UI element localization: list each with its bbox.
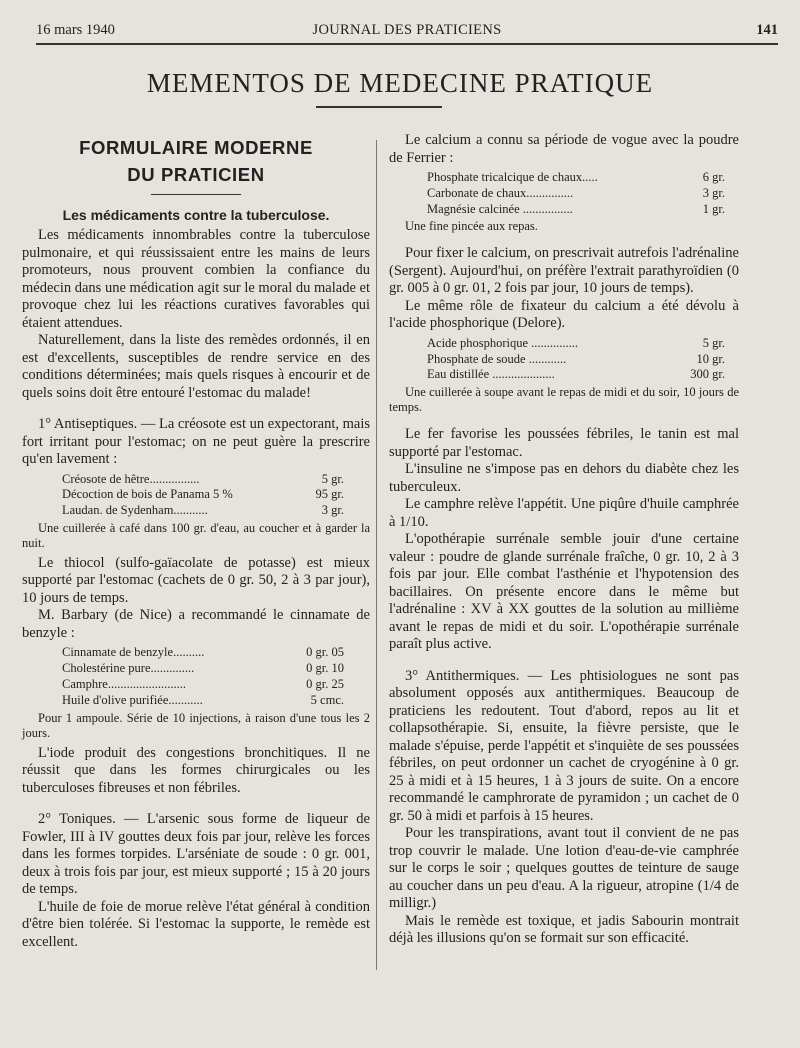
paragraph-insuline: L'insuline ne s'impose pas en dehors du diabète chez les tuberculeux. (389, 461, 739, 495)
paragraph-toniques: 2° Toniques. — L'arsenic sous forme de liqueur de Fowler, III à IV gouttes deux fois par jour, relève les forces dans les formes torpides. L'arséniate de soude : 0 gr. 001, deux à trois fois par jour, est mieux supporté ; 15 à 20 jours de temps. (22, 811, 370, 898)
page-title: MEMENTOS DE MEDECINE PRATIQUE (146, 68, 654, 98)
prescription-note: Pour 1 ampoule. Série de 10 injections, à raison d'une tous les 2 jours. (22, 710, 370, 740)
prescription-row: Cholestérine pure.............. 0 gr. 10 (62, 661, 344, 676)
paragraph-camphre: Le camphre relève l'appétit. Une piqûre d'huile camphrée à 1/10. (389, 496, 739, 530)
title-rule (316, 106, 442, 108)
prescription-row: Eau distillée .................... 300 gr. (427, 367, 725, 382)
right-column (389, 132, 739, 948)
paragraph-intro-1: Les médicaments innombrables contre la tuberculose pulmonaire, et qui réussissaient entre les mains de leurs promoteurs, nous prouvent combien la confiance du médecin dans une médication agit sur le moral du malade et provoque chez lui les réactions curatives favorables qui étaient attendues. (22, 227, 370, 331)
prescription-row: Carbonate de chaux............... 3 gr. (427, 185, 725, 200)
prescription-creosote (22, 472, 370, 519)
paragraph-antithermiques: 3° Antithermiques. — Les phtisiologues ne sont pas absolument opposés aux antithermiques. Beaucoup de praticiens les redoutent. Tout d'abord, repos au lit et collapsothérapie. Si, ensuite, la fièvre persiste, que le malade s'épuise, perde l'appétit et s'inquiète de ses poussées fébriles, on peut ordonner un cachet de cryogénine à 0 gr. 25 à midi et à 15 heures, 1 à 3 jours de suite. On a encore recommandé le camphrorate de pyramidon ; un cachet de 0 gr. 50 à midi et parfois à 15 heures. (389, 667, 739, 824)
prescription-note: Une cuillerée à café dans 100 gr. d'eau, au coucher et à garder la nuit. (22, 520, 370, 550)
prescription-row: Huile d'olive purifiée........... 5 cmc. (62, 692, 344, 707)
paragraph-opotherapie: L'opothérapie surrénale semble jouir d'une certaine valeur : poudre de glande surrénale fraîche, 0 gr. 10, 2 à 3 fois par jour. Elle combat l'asthénie et l'hypotension des bacillaires. On présente encore dans le même but l'adrénaline : XV à XX gouttes de la solution au millième avant le repas de midi et du soir. L'opothérapie surrénale paraît plus active. (389, 531, 739, 653)
section-title-line-1: FORMULAIRE MODERNE (79, 137, 313, 158)
journal-name: JOURNAL DES PRATICIENS (312, 22, 502, 38)
prescription-row: Camphre......................... 0 gr. 25 (62, 676, 344, 691)
paragraph-meme-role: Le même rôle de fixateur du calcium a été dévolu à l'acide phosphorique (Delore). (389, 297, 739, 332)
prescription-row: Laudan. de Sydenham........... 3 gr. (62, 503, 344, 518)
paragraph-transpirations: Pour les transpirations, avant tout il convient de ne pas trop couvrir le malade. Une lotion d'eau-de-vie camphrée sur le corps le soir ; quelques gouttes de teinture de sauge au coucher dans un peu d'eau. A la rigueur, atropine (1/4 de milligr.) (389, 825, 739, 912)
paragraph-thiocol: Le thiocol (sulfo-gaïacolate de potasse) est mieux supporté par l'estomac (cachets de 0 gr. 50, 2 à 3 par jour), 10 jours de temps. (22, 554, 370, 606)
paragraph-calcium: Le calcium a connu sa période de vogue avec la poudre de Ferrier : (389, 132, 739, 166)
running-header (36, 20, 778, 42)
section-rule (151, 194, 241, 195)
paragraph-barbary: M. Barbary (de Nice) a recommandé le cinnamate de benzyle : (22, 607, 370, 641)
column-divider (376, 140, 377, 970)
left-column (22, 132, 370, 951)
prescription-acide-phosphorique (389, 336, 739, 383)
header-rule (36, 43, 778, 45)
prescription-row: Décoction de bois de Panama 5 % 95 gr. (62, 487, 344, 502)
prescription-row: Créosote de hêtre................ 5 gr. (62, 471, 344, 486)
prescription-note: Une fine pincée aux repas. (405, 219, 538, 234)
paragraph-intro-2: Naturellement, dans la liste des remèdes ordonnés, il en est d'excellents, susceptibles de rendre service en des conditions déterminées; mais quels risques à encourir et de quels soins doit être entouré l'estomac du malade! (22, 332, 370, 401)
prescription-poudre-ferrier (389, 170, 739, 217)
paragraph-iode: L'iode produit des congestions bronchitiques. Il ne réussit que dans les formes chirurgicales ou les tuberculoses fibreuses et non fébriles. (22, 744, 370, 796)
prescription-row: Phosphate tricalcique de chaux..... 6 gr. (427, 170, 725, 184)
page-number: 141 (756, 22, 778, 38)
paragraph-fer: Le fer favorise les poussées fébriles, le tanin est mal supporté par l'estomac. (389, 426, 739, 460)
prescription-row: Phosphate de soude ............ 10 gr. (427, 351, 725, 366)
paragraph-huile-foie-morue: L'huile de foie de morue relève l'état général à condition d'être bien tolérée. Si l'estomac la supporte, le remède est excellent. (22, 898, 370, 950)
section-title-line-2: DU PRATICIEN (127, 164, 265, 185)
paragraph-antiseptiques: 1° Antiseptiques. — La créosote est un expectorant, mais fort irritant pour l'estomac; on ne peut guère la prescrire qu'en lavement : (22, 416, 370, 467)
prescription-row: Magnésie calcinée ................ 1 gr. (427, 201, 725, 216)
prescription-row: Acide phosphorique ............... 5 gr. (427, 335, 725, 350)
issue-date: 16 mars 1940 (36, 22, 115, 38)
paragraph-fixer-calcium: Pour fixer le calcium, on prescrivait autrefois l'adrénaline (Sergent). Aujourd'hui, on préfère l'extrait parathyroïdien (0 gr. 005 à 0 gr. 01, 2 fois par jour, 10 jours de temps). (389, 245, 739, 297)
paragraph-sabourin: Mais le remède est toxique, et jadis Sabourin montrait déjà les illusions qu'on se formait sur son efficacité. (389, 912, 739, 947)
prescription-note: Une cuillerée à soupe avant le repas de midi et du soir, 10 jours de temps. (389, 385, 739, 415)
article-subtitle: Les médicaments contre la tuberculose. (62, 207, 330, 223)
prescription-cinnamate (22, 645, 370, 708)
prescription-row: Cinnamate de benzyle.......... 0 gr. 05 (62, 645, 344, 660)
